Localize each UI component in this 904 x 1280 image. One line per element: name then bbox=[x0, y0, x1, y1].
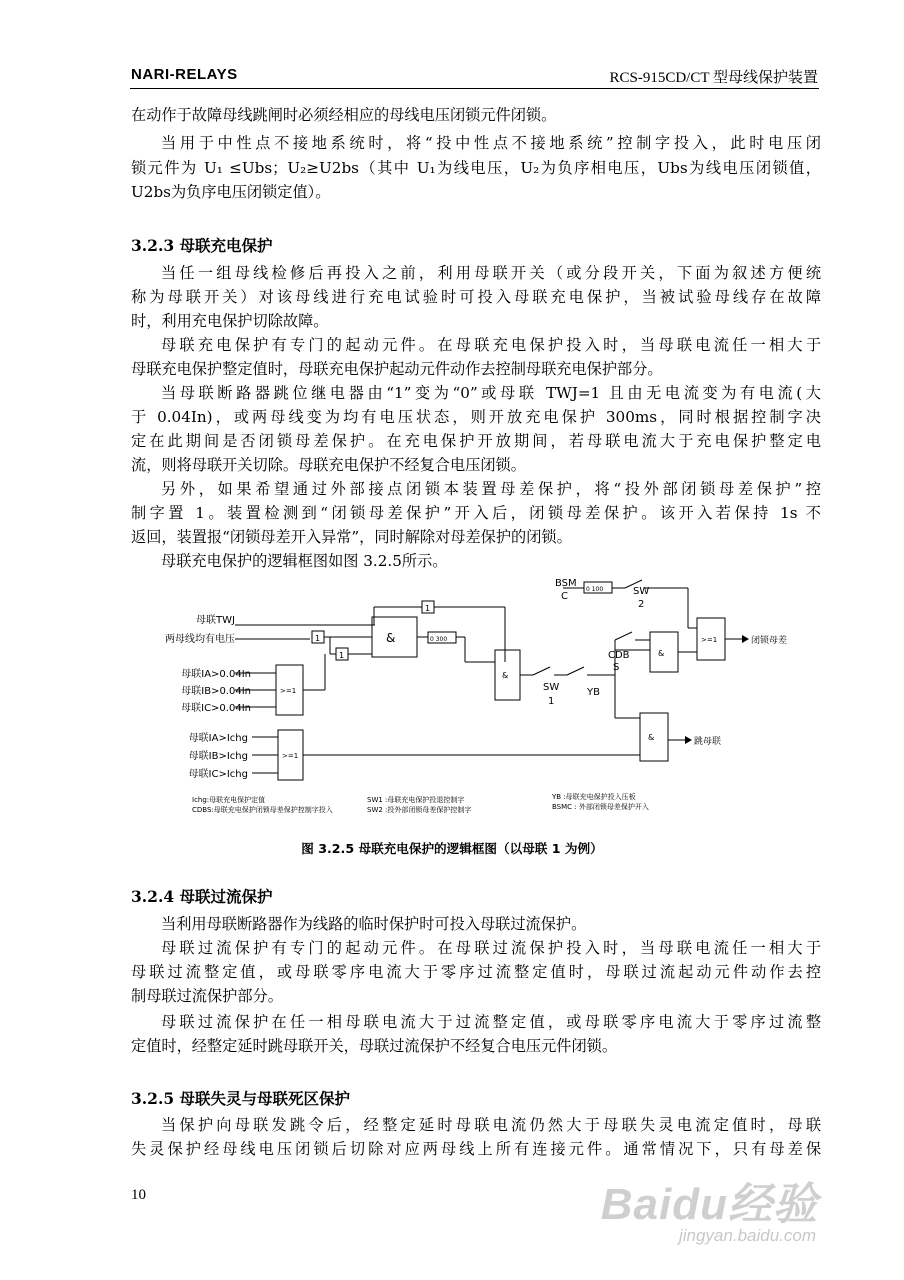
input-label: 母联IC>0.04In bbox=[181, 703, 251, 714]
sw2-label: SW bbox=[633, 586, 650, 597]
header-title: RCS-915CD/CT 型母线保护装置 bbox=[609, 70, 818, 86]
output-trip-label: 跳母联 bbox=[694, 737, 722, 747]
input-label: 母联IB>0.04In bbox=[181, 686, 251, 697]
paragraph-line: 另外，如果希望通过外部接点闭锁本装置母差保护，将“投外部闭锁母差保护”控 bbox=[161, 480, 821, 498]
paragraph-line: 当保护向母联发跳令后，经整定延时母联电流仍然大于母联失灵电流定值时，母联 bbox=[161, 1116, 821, 1134]
not-gate-label: 1 bbox=[425, 604, 431, 613]
timer-300-label: 0 300 bbox=[430, 636, 448, 643]
paragraph-line: 制字置 1。装置检测到“闭锁母差保护”开入后，闭锁母差保护。该开入若保持 1s 不 bbox=[131, 504, 821, 522]
paragraph-line: 流，则将母联开关切除。母联充电保护不经复合电压闭锁。 bbox=[131, 456, 526, 474]
yb-label: YB bbox=[587, 687, 600, 698]
legend-item: SW2 :投外部闭锁母差保护控制字 bbox=[367, 806, 472, 814]
input-label: 两母线均有电压 bbox=[165, 634, 235, 645]
legend-item: SW1 :母联充电保护投退控制字 bbox=[367, 796, 465, 804]
paragraph-line: 称为母联开关）对该母线进行充电试验时可投入母联充电保护，当被试验母线存在故障 bbox=[131, 288, 821, 306]
paragraph-line: 母联过流保护有专门的起动元件。在母联过流保护投入时，当母联电流任一相大于 bbox=[161, 939, 821, 957]
bsmc-label: BSM bbox=[555, 578, 577, 589]
input-label: 母联IC>Ichg bbox=[188, 769, 248, 780]
section-heading-3-2-5: 3.2.5 母联失灵与母联死区保护 bbox=[131, 1089, 351, 1108]
paragraph-line: 在动作于故障母线跳闸时必须经相应的母线电压闭锁元件闭锁。 bbox=[131, 106, 557, 124]
and-gate-label: & bbox=[658, 649, 665, 658]
logic-diagram bbox=[150, 570, 810, 820]
paragraph-line: 母联过流保护在任一相母联电流大于过流整定值，或母联零序电流大于零序过流整 bbox=[161, 1013, 821, 1031]
paragraph-line: 母联充电保护有专门的起动元件。在母联充电保护投入时，当母联电流任一相大于 bbox=[161, 336, 821, 354]
paragraph-line: 定值时，经整定延时跳母联开关，母联过流保护不经复合电压元件闭锁。 bbox=[131, 1037, 617, 1055]
figure-caption: 图 3.2.5 母联充电保护的逻辑框图（以母联 1 为例） bbox=[301, 841, 603, 856]
paragraph-line: 锁元件为 U₁ ≤Ubs；U₂≥U2bs（其中 U₁为线电压，U₂为负序相电压，Ubs为线电压闭锁值， bbox=[131, 159, 821, 177]
paragraph-line: 母联充电保护的逻辑框图如图 3.2.5所示。 bbox=[161, 552, 448, 570]
and-gate-label: & bbox=[648, 733, 655, 742]
paragraph-line: 返回，装置报“闭锁母差开入异常”，同时解除对母差保护的闭锁。 bbox=[131, 528, 572, 546]
not-gate-label: 1 bbox=[315, 634, 321, 643]
sw2-label: 2 bbox=[638, 599, 645, 610]
sw1-label: 1 bbox=[548, 696, 555, 707]
paragraph-line: 当用于中性点不接地系统时，将“投中性点不接地系统”控制字投入，此时电压闭 bbox=[161, 134, 821, 152]
input-label: 母联IB>Ichg bbox=[188, 751, 248, 762]
arrow-icon bbox=[742, 635, 749, 643]
page-number: 10 bbox=[131, 1187, 146, 1203]
paragraph-line: 当母联断路器跳位继电器由“1”变为“0”或母联 TWJ=1 且由无电流变为有电流(大 bbox=[161, 384, 821, 402]
timer-100-label: 0 100 bbox=[586, 586, 604, 593]
input-label: 母联IA>0.04In bbox=[181, 669, 251, 680]
bsmc-label: C bbox=[561, 591, 568, 602]
watermark-url: jingyan.baidu.com bbox=[678, 1226, 816, 1245]
legend-item: Ichg:母联充电保护定值 bbox=[192, 796, 266, 804]
paragraph-line: U2bs为负序电压闭锁定值）。 bbox=[131, 183, 331, 201]
paragraph-line: 母联充电保护整定值时，母联充电保护起动元件动作去控制母联充电保护部分。 bbox=[131, 360, 663, 378]
section-heading-3-2-4: 3.2.4 母联过流保护 bbox=[131, 887, 273, 906]
output-block-label: 闭锁母差 bbox=[751, 636, 788, 646]
legend-item: CDBS:母联充电保护闭锁母差保护控制字投入 bbox=[192, 806, 333, 814]
or-gate-label: >=1 bbox=[280, 687, 297, 695]
and-gate-label: & bbox=[386, 631, 396, 645]
paragraph-line: 定在此期间是否闭锁母差保护。在充电保护开放期间，若母联电流大于充电保护整定电 bbox=[131, 432, 821, 450]
paragraph-line: 时，利用充电保护切除故障。 bbox=[131, 312, 329, 330]
header-rule bbox=[130, 88, 819, 89]
section-heading-3-2-3: 3.2.3 母联充电保护 bbox=[131, 236, 273, 255]
not-gate-label: 1 bbox=[339, 651, 345, 660]
legend-item: BSMC : 外部闭锁母差保护开入 bbox=[552, 803, 649, 811]
input-label: 母联TWJ bbox=[196, 615, 235, 626]
or-gate-label: >=1 bbox=[282, 752, 299, 760]
cdbs-label: CDB bbox=[608, 650, 630, 661]
or-gate-label: >=1 bbox=[701, 636, 718, 644]
input-label: 母联IA>Ichg bbox=[188, 733, 248, 744]
paragraph-line: 当任一组母线检修后再投入之前，利用母联开关（或分段开关，下面为叙述方便统 bbox=[161, 264, 821, 282]
paragraph-line: 于 0.04In)，或两母线变为均有电压状态，则开放充电保护 300ms，同时根据控制字决 bbox=[131, 408, 821, 426]
paragraph-line: 当利用母联断路器作为线路的临时保护时可投入母联过流保护。 bbox=[161, 915, 587, 933]
watermark-logo: Baidu经验 bbox=[600, 1180, 818, 1229]
paragraph-line: 母联过流整定值，或母联零序电流大于零序过流整定值时，母联过流起动元件动作去控 bbox=[131, 963, 821, 981]
paragraph-line: 制母联过流保护部分。 bbox=[131, 987, 283, 1005]
cdbs-label: S bbox=[613, 662, 620, 673]
watermark bbox=[598, 1168, 818, 1253]
header-brand: NARI-RELAYS bbox=[131, 66, 238, 83]
and-gate-label: & bbox=[502, 671, 509, 680]
sw1-label: SW bbox=[543, 682, 560, 693]
legend-item: YB :母联充电保护投入压板 bbox=[552, 793, 636, 801]
paragraph-line: 失灵保护经母线电压闭锁后切除对应两母线上所有连接元件。通常情况下，只有母差保 bbox=[131, 1140, 821, 1158]
arrow-icon bbox=[685, 736, 692, 744]
